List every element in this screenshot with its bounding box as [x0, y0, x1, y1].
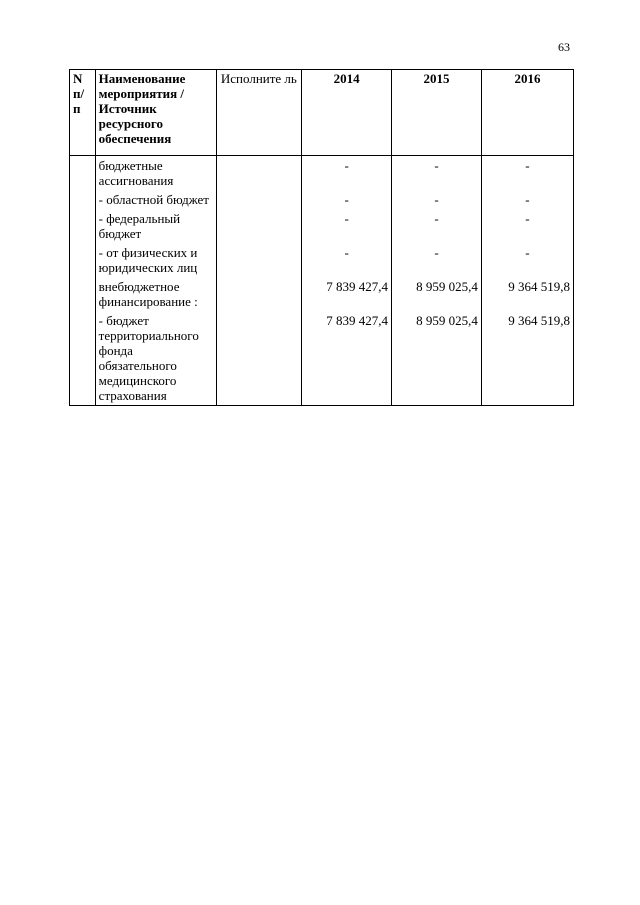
page-number: 63 [558, 40, 570, 54]
table-header-row [70, 70, 574, 156]
cell-executor [216, 156, 302, 191]
cell-executor [216, 243, 302, 277]
table-row [70, 190, 574, 209]
value-2016: 9 364 519,8 [481, 311, 573, 406]
value-2014: 7 839 427,4 [302, 277, 392, 311]
row-label: - федеральный бюджет [95, 209, 216, 243]
value-2014: - [302, 243, 392, 277]
cell-executor [216, 209, 302, 243]
header-2014: 2014 [302, 70, 392, 156]
cell-number [70, 156, 96, 191]
header-number: N п/ п [70, 70, 96, 156]
header-2016: 2016 [481, 70, 573, 156]
row-label: - от физических и юридических лиц [95, 243, 216, 277]
value-2016: - [481, 156, 573, 191]
table-row [70, 209, 574, 243]
cell-executor [216, 190, 302, 209]
row-label: бюджетные ассигнования [95, 156, 216, 191]
value-2015: - [392, 156, 482, 191]
header-executor: Исполните ль [216, 70, 302, 156]
header-name: Наименование мероприятия / Источник ресурсного обеспечения [95, 70, 216, 156]
row-label: - областной бюджет [95, 190, 216, 209]
value-2016: - [481, 190, 573, 209]
value-2016: - [481, 209, 573, 243]
table-row [70, 311, 574, 406]
value-2015: - [392, 243, 482, 277]
value-2016: 9 364 519,8 [481, 277, 573, 311]
cell-number [70, 243, 96, 277]
header-2015: 2015 [392, 70, 482, 156]
budget-table [69, 69, 574, 406]
cell-number [70, 209, 96, 243]
row-label: внебюджетное финансирование : [95, 277, 216, 311]
cell-number [70, 190, 96, 209]
value-2014: - [302, 156, 392, 191]
value-2014: - [302, 190, 392, 209]
cell-number [70, 311, 96, 406]
value-2014: 7 839 427,4 [302, 311, 392, 406]
table-row [70, 156, 574, 191]
cell-executor [216, 277, 302, 311]
table-row [70, 243, 574, 277]
table-row [70, 277, 574, 311]
value-2015: 8 959 025,4 [392, 311, 482, 406]
value-2015: - [392, 190, 482, 209]
value-2014: - [302, 209, 392, 243]
value-2016: - [481, 243, 573, 277]
cell-executor [216, 311, 302, 406]
value-2015: 8 959 025,4 [392, 277, 482, 311]
value-2015: - [392, 209, 482, 243]
row-label: - бюджет территориального фонда обязательного медицинского страхования [95, 311, 216, 406]
cell-number [70, 277, 96, 311]
